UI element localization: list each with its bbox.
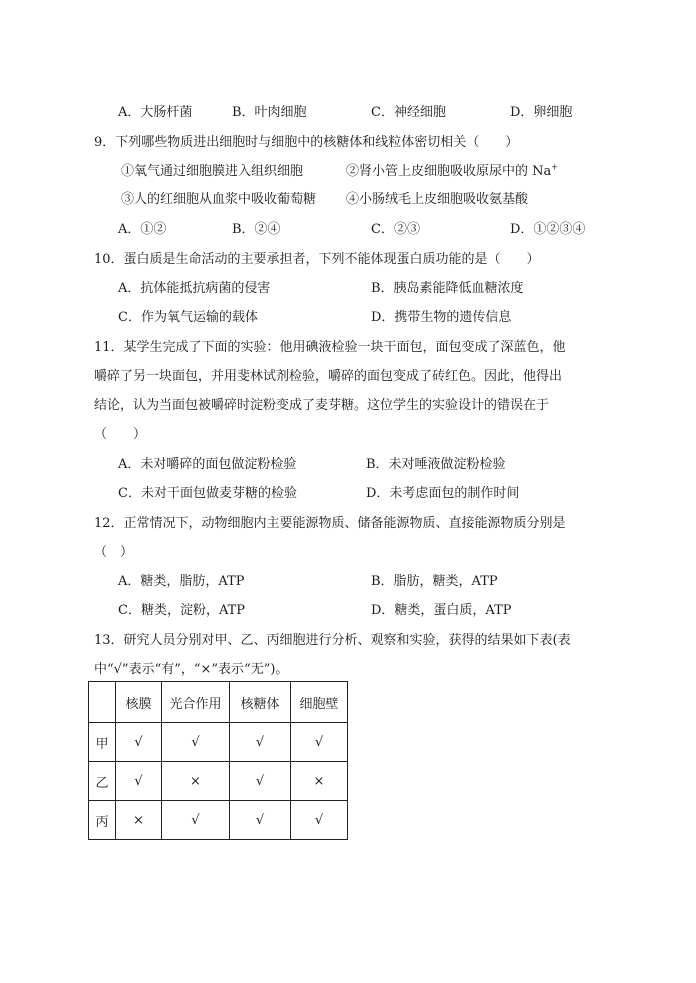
q9-item-3: ③人的红细胞从血浆中吸收葡萄糖: [121, 192, 317, 207]
q11-option-a: A．未对嚼碎的面包做淀粉检验: [118, 457, 297, 472]
q11-line-3: 结论，认为当面包被嚼碎时淀粉变成了麦芽糖。这位学生的实验设计的错误在于: [94, 398, 550, 413]
q8-option-a: A．大肠杆菌: [118, 105, 193, 120]
q8-option-c: C．神经细胞: [371, 105, 446, 120]
q8-option-d: D．卵细胞: [510, 105, 573, 120]
table-cell: ×: [291, 762, 348, 801]
q10-stem: 10．蛋白质是生命活动的主要承担者，下列不能体现蛋白质功能的是（ ）: [94, 252, 540, 267]
row-label-cell: 乙: [89, 762, 116, 801]
q11-line-1: 11．某学生完成了下面的实验：他用碘液检验一块干面包，面包变成了深蓝色，他: [94, 340, 566, 355]
q9-option-b: B．②④: [232, 222, 281, 237]
table-cell: √: [291, 801, 348, 840]
table-header-cell: [89, 682, 116, 723]
q12-line-2: （ ）: [94, 545, 134, 560]
q13-line-2: 中“√”表示“有”，“×”表示“无”)。: [94, 662, 289, 677]
q12-option-d: D．糖类，蛋白质，ATP: [371, 603, 512, 618]
q9-item-1: ①氧气通过细胞膜进入组织细胞: [121, 164, 304, 179]
table-cell: ×: [162, 762, 230, 801]
q10-option-b: B．胰岛素能降低血糖浓度: [371, 281, 524, 296]
q8-option-b: B．叶肉细胞: [232, 105, 307, 120]
table-cell: √: [230, 801, 291, 840]
table-cell: √: [116, 762, 162, 801]
table-cell: √: [162, 801, 230, 840]
q12-option-a: A．糖类，脂肪，ATP: [118, 574, 245, 589]
q11-option-d: D．未考虑面包的制作时间: [366, 486, 520, 501]
row-label-cell: 丙: [89, 801, 116, 840]
q10-option-d: D．携带生物的遗传信息: [371, 310, 512, 325]
q9-stem: 9．下列哪些物质进出细胞时与细胞中的核糖体和线粒体密切相关（ ）: [94, 135, 519, 150]
table-row: [89, 762, 348, 801]
table-cell: √: [230, 723, 291, 762]
q12-option-b: B．脂肪，糖类，ATP: [371, 574, 498, 589]
q9-item-4: ④小肠绒毛上皮细胞吸收氨基酸: [346, 192, 529, 207]
q11-line-2: 嚼碎了另一块面包，并用斐林试剂检验，嚼碎的面包变成了砖红色。因此，他得出: [94, 369, 563, 384]
table-row: [89, 801, 348, 840]
q9-item-2: ②肾小管上皮细胞吸收原尿中的 Na+: [346, 162, 558, 179]
results-table: [88, 681, 348, 840]
q10-option-a: A．抗体能抵抗病菌的侵害: [118, 281, 271, 296]
table-header-cell: 细胞壁: [291, 682, 348, 723]
table-header-row: [89, 682, 348, 723]
q11-option-b: B．未对唾液做淀粉检验: [366, 457, 506, 472]
q9-option-c: C．②③: [371, 222, 420, 237]
table-header-cell: 核糖体: [230, 682, 291, 723]
table-cell: √: [230, 762, 291, 801]
q10-option-c: C．作为氧气运输的载体: [118, 310, 258, 325]
table-header-cell: 核膜: [116, 682, 162, 723]
table-row: [89, 723, 348, 762]
row-label-cell: 甲: [89, 723, 116, 762]
q12-option-c: C．糖类，淀粉，ATP: [118, 603, 246, 618]
q11-line-4: （ ）: [94, 427, 147, 442]
q9-option-a: A．①②: [118, 222, 167, 237]
table-cell: ×: [116, 801, 162, 840]
table-cell: √: [116, 723, 162, 762]
q13-line-1: 13．研究人员分别对甲、乙、丙细胞进行分析、观察和实验，获得的结果如下表(表: [94, 633, 571, 648]
table-cell: √: [291, 723, 348, 762]
table-header-cell: 光合作用: [162, 682, 230, 723]
q9-option-d: D．①②③④: [510, 222, 586, 237]
q11-option-c: C．未对干面包做麦芽糖的检验: [118, 486, 297, 501]
q9-item-2-superscript: +: [551, 162, 558, 172]
q12-line-1: 12．正常情况下，动物细胞内主要能源物质、储备能源物质、直接能源物质分别是: [94, 516, 566, 531]
table-cell: √: [162, 723, 230, 762]
